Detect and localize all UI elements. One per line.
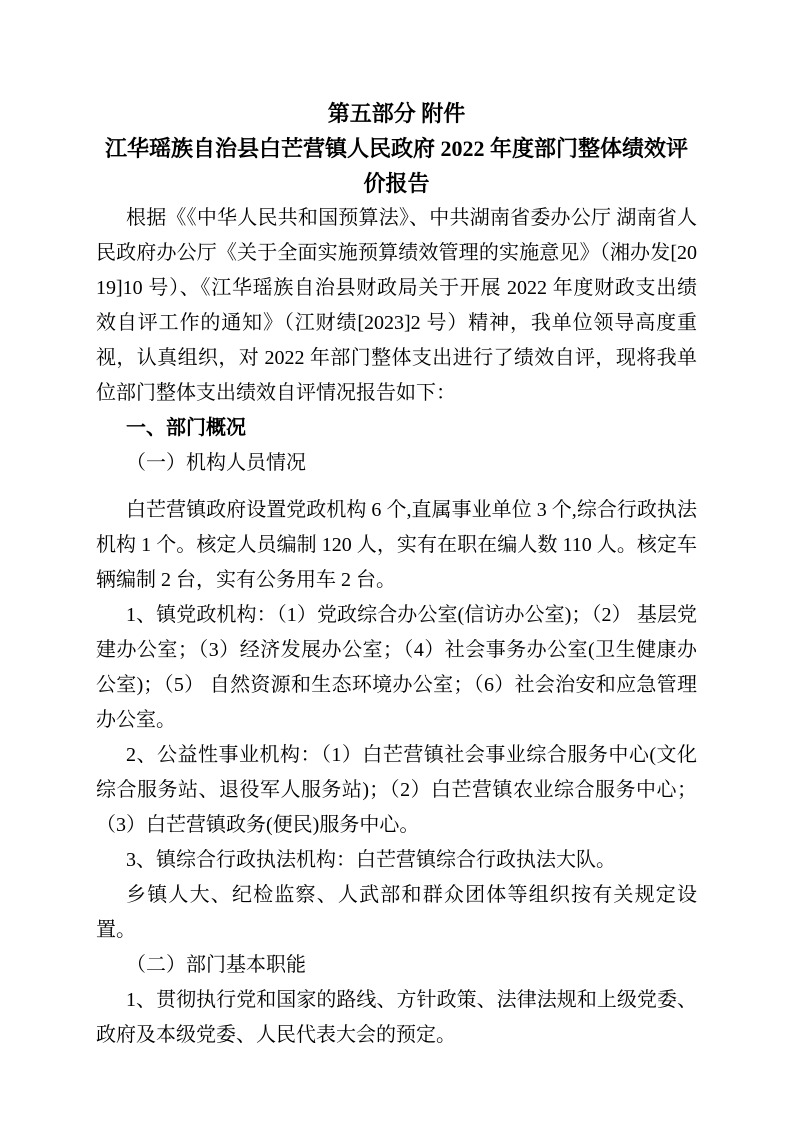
- para-duty-1: 1、贯彻执行党和国家的路线、方针政策、法律法规和上级党委、政府及本级党委、人民代表大会的预定。: [96, 989, 697, 1046]
- para-org-note: 乡镇人大、纪检监察、人武部和群众团体等组织按有关规定设置。: [96, 884, 697, 941]
- para-org-list-2: 2、公益性事业机构：（1）白芒营镇社会事业综合服务中心(文化综合服务站、退役军人服务站)；（2）白芒营镇农业综合服务中心；（3）白芒营镇政务(便民)服务中心。: [96, 744, 697, 836]
- section-heading-1: 一、部门概况: [126, 417, 246, 439]
- para-org-list-3: 3、镇综合行政执法机构：白芒营镇综合行政执法大队。: [126, 849, 616, 871]
- page-title: 第五部分 附件: [327, 101, 466, 126]
- subsection-heading-1-2: （二）部门基本职能: [126, 954, 306, 976]
- page-subtitle: 江华瑶族自治县白芒营镇人民政府 2022 年度部门整体绩效评价报告: [104, 136, 688, 196]
- para-org-overview: 白芒营镇政府设置党政机构 6 个,直属事业单位 3 个,综合行政执法机构 1 个。核定人员编制 120 人，实有在职在编人数 110 人。核定车辆编制 2 台，实有公务用车 2 台。: [96, 499, 697, 591]
- para-org-list-1: 1、镇党政机构：（1）党政综合办公室(信访办公室)；（2） 基层党建办公室；（3）经济发展办公室；（4）社会事务办公室(卫生健康办公室)；（5） 自然资源和生态环境办公室；（6）社会治安和应急管理办公室。: [96, 604, 697, 731]
- para-intro: 根据《《中华人民共和国预算法》、中共湖南省委办公厅 湖南省人民政府办公厅《关于全面实施预算绩效管理的实施意见》（湘办发[2019]10 号）、《江华瑶族自治县财政局关于开展 2022 年度财政支出绩效自评工作的通知》（江财绩[2023]2 号）精神，我单位领导高度重视，认真组织，对 2022 年部门整体支出进行了绩效自评，现将我单位部门整体支出绩效自评情况报告如下：: [96, 207, 697, 404]
- subsection-heading-1-1: （一）机构人员情况: [126, 452, 306, 474]
